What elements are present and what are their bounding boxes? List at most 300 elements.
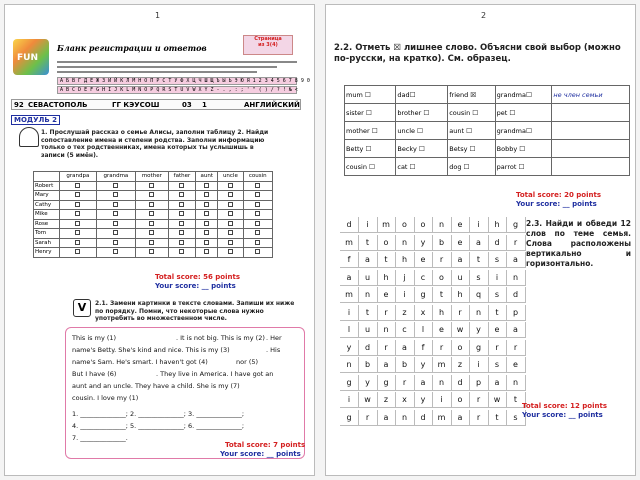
checkbox[interactable] — [149, 183, 154, 188]
word-search-letter[interactable]: e — [433, 322, 452, 338]
task1-checkbox-cell[interactable] — [136, 238, 169, 248]
word-search-letter[interactable]: r — [451, 305, 470, 321]
task23-your-score: Your score: __ points — [522, 411, 603, 419]
word-search-letter[interactable]: i — [433, 392, 452, 408]
checkbox[interactable] — [179, 221, 184, 226]
word-search-letter[interactable]: d — [451, 375, 470, 391]
word-search-letter[interactable]: w — [451, 322, 470, 338]
task1-checkbox-cell[interactable] — [243, 219, 272, 229]
word-search-letter[interactable]: a — [377, 410, 396, 426]
word-search-letter[interactable]: o — [414, 217, 433, 233]
task1-checkbox-cell[interactable] — [168, 200, 196, 210]
word-search-letter[interactable]: n — [507, 270, 526, 286]
task1-checkbox-cell[interactable] — [136, 248, 169, 258]
alphabet-sample-row — [57, 77, 310, 85]
word-search-letter[interactable]: j — [396, 270, 415, 286]
word-search-letter[interactable]: s — [507, 410, 526, 426]
task1-row — [34, 219, 273, 229]
task22-cell[interactable]: Becky ☐ — [396, 140, 448, 158]
checkbox[interactable] — [228, 183, 233, 188]
word-search-letter[interactable]: q — [470, 287, 489, 303]
task22-cell[interactable]: Bobby ☐ — [495, 140, 552, 158]
word-search-letter[interactable]: a — [451, 410, 470, 426]
task1-checkbox-cell[interactable] — [243, 191, 272, 201]
task1-checkbox-cell[interactable] — [60, 238, 97, 248]
word-search-letter[interactable]: t — [470, 252, 489, 268]
task21-line: aunt and an uncle. They have a child. She is my (7) — [72, 382, 240, 390]
word-search-letter[interactable]: e — [414, 252, 433, 268]
word-search-letter[interactable]: i — [340, 305, 359, 321]
task1-checkbox-cell[interactable] — [136, 181, 169, 191]
task1-checkbox-cell[interactable] — [96, 181, 135, 191]
checkbox[interactable] — [255, 249, 260, 254]
word-search-letter[interactable]: i — [340, 392, 359, 408]
word-search-letter[interactable]: s — [488, 252, 507, 268]
word-search-letter[interactable]: h — [433, 305, 452, 321]
task22-cell[interactable]: Betsy ☐ — [448, 140, 495, 158]
word-search-letter[interactable]: d — [414, 410, 433, 426]
word-search-letter[interactable]: u — [359, 322, 378, 338]
word-search-letter[interactable]: x — [414, 305, 433, 321]
task1-checkbox-cell[interactable] — [96, 219, 135, 229]
checkbox[interactable] — [255, 221, 260, 226]
checkbox[interactable] — [255, 240, 260, 245]
task21-line: nor (5) — [236, 358, 259, 366]
word-search-letter[interactable]: g — [377, 375, 396, 391]
task22-row — [345, 122, 630, 140]
task22-cell[interactable]: grandma☐ — [495, 122, 552, 140]
word-search-letter[interactable]: w — [488, 392, 507, 408]
task1-checkbox-cell[interactable] — [196, 229, 218, 239]
word-search-letter[interactable]: n — [433, 217, 452, 233]
word-search-letter[interactable]: h — [396, 252, 415, 268]
word-search-letter[interactable]: n — [359, 287, 378, 303]
word-search-letter[interactable]: i — [488, 270, 507, 286]
word-search-letter[interactable]: i — [396, 287, 415, 303]
task1-corner-cell — [34, 172, 60, 182]
word-search-letter[interactable]: o — [396, 217, 415, 233]
word-search-letter[interactable]: d — [507, 287, 526, 303]
task22-cell[interactable]: mother ☐ — [345, 122, 396, 140]
checkbox[interactable] — [179, 230, 184, 235]
checkbox[interactable] — [149, 202, 154, 207]
checkbox[interactable] — [204, 202, 209, 207]
checkbox[interactable] — [75, 183, 80, 188]
word-search-letter[interactable]: i — [470, 217, 489, 233]
word-search-letter[interactable]: s — [470, 270, 489, 286]
task22-cell[interactable]: uncle ☐ — [396, 122, 448, 140]
task22-cell[interactable]: mum ☐ — [345, 86, 396, 104]
word-search-letter[interactable]: f — [414, 340, 433, 356]
word-search-letter[interactable]: t — [433, 287, 452, 303]
word-search-letter[interactable]: y — [359, 375, 378, 391]
checkbox[interactable] — [149, 192, 154, 197]
word-search-letter[interactable]: r — [359, 410, 378, 426]
task1-checkbox-cell[interactable] — [60, 210, 97, 220]
checkbox[interactable] — [179, 192, 184, 197]
region-code: 92 — [14, 101, 24, 109]
word-search-letter[interactable]: y — [414, 235, 433, 251]
task22-cell[interactable]: cousin ☐ — [345, 158, 396, 176]
task1-checkbox-cell[interactable] — [60, 248, 97, 258]
word-search-letter[interactable]: i — [470, 357, 489, 373]
task1-total-score: Total score: 56 points — [155, 273, 241, 281]
checkbox[interactable] — [228, 211, 233, 216]
checkbox[interactable] — [179, 240, 184, 245]
task22-cell[interactable] — [552, 158, 630, 176]
checkbox[interactable] — [204, 249, 209, 254]
checkbox[interactable] — [228, 240, 233, 245]
word-search-letter[interactable]: n — [507, 375, 526, 391]
word-search-letter[interactable]: o — [433, 270, 452, 286]
task1-checkbox-cell[interactable] — [196, 210, 218, 220]
task23-total-score: Total score: 12 points — [522, 402, 608, 410]
task22-cell[interactable] — [552, 122, 630, 140]
task1-checkbox-cell[interactable] — [168, 181, 196, 191]
word-search-letter[interactable]: d — [359, 340, 378, 356]
word-search-letter[interactable]: g — [340, 410, 359, 426]
task1-checkbox-cell[interactable] — [243, 238, 272, 248]
checkbox[interactable] — [204, 192, 209, 197]
task1-checkbox-cell[interactable] — [136, 219, 169, 229]
word-search-letter[interactable]: m — [340, 287, 359, 303]
word-search-letter[interactable]: m — [433, 357, 452, 373]
task22-cell[interactable]: pet ☐ — [495, 104, 552, 122]
word-search-letter[interactable]: m — [377, 217, 396, 233]
checkbox[interactable] — [113, 192, 118, 197]
word-search-letter[interactable]: o — [451, 340, 470, 356]
task1-col-header: cousin — [243, 172, 272, 182]
checkbox[interactable] — [149, 211, 154, 216]
task1-checkbox-cell[interactable] — [96, 248, 135, 258]
word-search-letter[interactable]: n — [377, 322, 396, 338]
word-search-letter[interactable]: a — [340, 270, 359, 286]
task1-checkbox-cell[interactable] — [243, 210, 272, 220]
task22-cell[interactable]: dad☐ — [396, 86, 448, 104]
word-search-letter[interactable]: x — [396, 392, 415, 408]
variant-field: 1 — [202, 101, 207, 109]
word-search-letter[interactable]: n — [396, 410, 415, 426]
checkbox[interactable] — [255, 230, 260, 235]
checkbox[interactable] — [75, 240, 80, 245]
word-search-letter[interactable]: z — [377, 392, 396, 408]
task1-checkbox-cell[interactable] — [243, 229, 272, 239]
checkbox[interactable] — [179, 183, 184, 188]
checkbox[interactable] — [228, 221, 233, 226]
word-search-letter[interactable]: t — [377, 252, 396, 268]
word-search-letter[interactable]: r — [488, 340, 507, 356]
word-search-letter[interactable]: d — [340, 217, 359, 233]
word-search-letter[interactable]: n — [340, 357, 359, 373]
word-search-letter[interactable]: z — [451, 357, 470, 373]
task1-row — [34, 238, 273, 248]
task1-checkbox-cell[interactable] — [96, 238, 135, 248]
checkbox[interactable] — [113, 230, 118, 235]
word-search-letter[interactable]: y — [340, 340, 359, 356]
task1-col-header: uncle — [218, 172, 243, 182]
word-search-letter[interactable]: r — [377, 305, 396, 321]
task1-checkbox-cell[interactable] — [96, 229, 135, 239]
task22-cell[interactable]: не член семьи — [552, 86, 630, 104]
word-search-letter[interactable]: e — [451, 235, 470, 251]
task1-row-name: Cathy — [34, 200, 60, 210]
word-search-letter[interactable]: o — [451, 392, 470, 408]
alphabet-text: А Б В Г Д Е Ж З И Й К Л М Н О П Р С Т У Ф Х Ц Ч Ш Щ Ъ Ы Ь Э Ю Я 1 2 3 4 5 6 7 8 9 0 — [60, 78, 310, 84]
checkbox[interactable] — [113, 183, 118, 188]
task1-checkbox-cell[interactable] — [60, 191, 97, 201]
word-search-letter[interactable]: t — [507, 392, 526, 408]
module-label: МОДУЛЬ 2 — [11, 115, 60, 125]
checkbox[interactable] — [113, 211, 118, 216]
task1-checkbox-cell[interactable] — [60, 229, 97, 239]
task1-checkbox-cell[interactable] — [243, 248, 272, 258]
task1-checkbox-cell[interactable] — [96, 191, 135, 201]
word-search-letter[interactable]: t — [488, 410, 507, 426]
checkbox[interactable] — [113, 249, 118, 254]
word-search-letter[interactable]: z — [396, 305, 415, 321]
word-search-letter[interactable]: r — [507, 235, 526, 251]
checkbox[interactable] — [179, 249, 184, 254]
task1-checkbox-cell[interactable] — [196, 248, 218, 258]
task1-checkbox-cell[interactable] — [96, 210, 135, 220]
task21-line: This is my (1) — [72, 334, 117, 342]
word-search-letter[interactable]: b — [396, 357, 415, 373]
checkbox[interactable] — [75, 192, 80, 197]
word-search-letter[interactable]: s — [488, 357, 507, 373]
task21-total-score: Total score: 7 points — [225, 441, 306, 449]
task22-cell[interactable]: cat ☐ — [396, 158, 448, 176]
task1-instruction: 1. Прослушай рассказ о семье Алисы, заполни таблицу 2. Найди сопоставление имена и степени родства. Заполни информацию только о тех родственниках, имена которых ты услышишь в записи (5 имён). — [41, 129, 269, 159]
checkbox[interactable] — [149, 221, 154, 226]
task1-row — [34, 229, 273, 239]
task1-checkbox-cell[interactable] — [218, 238, 243, 248]
task21-instruction: 2.1. Замени картинки в тексте словами. Запиши их ниже по порядку. Помни, что некоторые слова нужно употребить во множественном числе. — [95, 300, 295, 322]
checkbox[interactable] — [204, 183, 209, 188]
word-search-letter[interactable]: n — [433, 375, 452, 391]
word-search-letter[interactable]: t — [488, 305, 507, 321]
task21-answer-line[interactable]: 1. ______________; 2. ______________; 3. ______________; — [72, 410, 245, 418]
task1-checkbox-cell[interactable] — [60, 181, 97, 191]
word-search-letter[interactable]: a — [451, 252, 470, 268]
task22-cell[interactable]: parrot ☐ — [495, 158, 552, 176]
task1-checkbox-cell[interactable] — [243, 200, 272, 210]
left-page — [4, 4, 315, 476]
task1-checkbox-cell[interactable] — [60, 200, 97, 210]
checkbox[interactable] — [228, 230, 233, 235]
task22-cell[interactable]: aunt ☐ — [448, 122, 495, 140]
task1-checkbox-cell[interactable] — [196, 200, 218, 210]
task22-total-score: Total score: 20 points — [516, 191, 602, 199]
checkbox[interactable] — [75, 221, 80, 226]
task1-checkbox-cell[interactable] — [218, 210, 243, 220]
word-search-letter[interactable]: r — [507, 340, 526, 356]
word-search-letter[interactable]: m — [340, 235, 359, 251]
task1-checkbox-cell[interactable] — [168, 248, 196, 258]
task22-cell[interactable]: Betty ☐ — [345, 140, 396, 158]
word-search-letter[interactable]: g — [507, 217, 526, 233]
word-search-letter[interactable]: a — [507, 322, 526, 338]
task1-checkbox-cell[interactable] — [96, 200, 135, 210]
task22-cell[interactable]: grandma☐ — [495, 86, 552, 104]
task1-checkbox-cell[interactable] — [218, 219, 243, 229]
checkbox[interactable] — [113, 221, 118, 226]
word-search-letter[interactable]: g — [470, 340, 489, 356]
word-search-letter[interactable]: b — [359, 357, 378, 373]
checkbox[interactable] — [75, 202, 80, 207]
task1-checkbox-cell[interactable] — [136, 229, 169, 239]
word-search-letter[interactable]: i — [359, 217, 378, 233]
checkbox[interactable] — [255, 192, 260, 197]
checkbox[interactable] — [228, 202, 233, 207]
task1-col-header: aunt — [196, 172, 218, 182]
task1-checkbox-cell[interactable] — [218, 181, 243, 191]
task1-checkbox-cell[interactable] — [218, 229, 243, 239]
checkbox[interactable] — [228, 249, 233, 254]
task1-row-name: Henry — [34, 248, 60, 258]
registration-fields-row — [11, 99, 301, 110]
task1-checkbox-cell[interactable] — [136, 200, 169, 210]
word-search-letter[interactable]: e — [451, 217, 470, 233]
task1-col-header: father — [168, 172, 196, 182]
task1-checkbox-cell[interactable] — [168, 229, 196, 239]
task22-cell[interactable]: cousin ☐ — [448, 104, 495, 122]
task21-answer-line[interactable]: 4. ______________; 5. ______________; 6. ______________; — [72, 422, 245, 430]
word-search-letter[interactable]: p — [507, 305, 526, 321]
checkbox[interactable] — [113, 240, 118, 245]
word-search-letter[interactable]: s — [488, 287, 507, 303]
word-search-letter[interactable]: n — [470, 305, 489, 321]
task1-checkbox-cell[interactable] — [218, 200, 243, 210]
checkbox[interactable] — [204, 240, 209, 245]
word-search-letter[interactable]: g — [414, 287, 433, 303]
checkbox[interactable] — [255, 211, 260, 216]
word-search-letter[interactable]: a — [359, 252, 378, 268]
word-search-letter[interactable]: h — [488, 217, 507, 233]
word-search-letter[interactable]: a — [414, 375, 433, 391]
task22-cell[interactable]: brother ☐ — [396, 104, 448, 122]
task22-cell[interactable]: friend ☒ — [448, 86, 495, 104]
task1-checkbox-cell[interactable] — [168, 191, 196, 201]
word-search-letter[interactable]: p — [470, 375, 489, 391]
checkbox[interactable] — [255, 183, 260, 188]
page-number-right: 2 — [481, 11, 487, 20]
headphones-icon — [19, 127, 39, 147]
alphabet-text-2: A B C D E F G H I J K L M N O P Q R S T U V W X Y Z - . , : ; ' " ( ) / ? ! № < — [60, 87, 298, 93]
word-search-letter[interactable]: b — [433, 235, 452, 251]
word-search-letter[interactable]: h — [377, 270, 396, 286]
task1-checkbox-cell[interactable] — [218, 248, 243, 258]
word-search-letter[interactable]: a — [470, 235, 489, 251]
task1-checkbox-cell[interactable] — [218, 191, 243, 201]
word-search-letter[interactable]: a — [377, 357, 396, 373]
word-search-letter[interactable]: n — [396, 235, 415, 251]
checkbox[interactable] — [204, 221, 209, 226]
word-search-letter[interactable]: e — [377, 287, 396, 303]
checkbox[interactable] — [179, 211, 184, 216]
checkbox[interactable] — [113, 202, 118, 207]
word-search-letter[interactable]: f — [340, 252, 359, 268]
word-search-letter[interactable]: r — [396, 375, 415, 391]
task1-checkbox-cell[interactable] — [168, 219, 196, 229]
word-search-letter[interactable]: c — [414, 270, 433, 286]
checkbox[interactable] — [255, 202, 260, 207]
checkbox[interactable] — [228, 192, 233, 197]
task1-checkbox-cell[interactable] — [243, 181, 272, 191]
task1-table — [33, 171, 273, 258]
word-search-letter[interactable]: y — [470, 322, 489, 338]
task22-cell[interactable]: sister ☐ — [345, 104, 396, 122]
task1-checkbox-cell[interactable] — [136, 210, 169, 220]
task1-checkbox-cell[interactable] — [60, 219, 97, 229]
task1-checkbox-cell[interactable] — [196, 219, 218, 229]
word-search-letter[interactable]: l — [414, 322, 433, 338]
word-search-letter[interactable]: t — [359, 235, 378, 251]
checkbox[interactable] — [149, 249, 154, 254]
badge-line1: Страница — [254, 36, 282, 42]
checkbox[interactable] — [179, 202, 184, 207]
word-search-letter[interactable]: w — [359, 392, 378, 408]
word-search-letter[interactable]: l — [340, 322, 359, 338]
task1-checkbox-cell[interactable] — [196, 238, 218, 248]
task1-row — [34, 200, 273, 210]
word-search-letter[interactable]: h — [451, 287, 470, 303]
word-search-letter[interactable]: u — [359, 270, 378, 286]
word-search-letter[interactable]: u — [451, 270, 470, 286]
checkbox[interactable] — [149, 240, 154, 245]
task22-cell[interactable] — [552, 104, 630, 122]
word-search-letter[interactable]: a — [507, 252, 526, 268]
word-search-letter[interactable]: r — [433, 340, 452, 356]
checkbox[interactable] — [75, 230, 80, 235]
word-search-letter[interactable]: o — [377, 235, 396, 251]
word-search-letter[interactable]: d — [488, 235, 507, 251]
checkbox[interactable] — [149, 230, 154, 235]
task1-checkbox-cell[interactable] — [136, 191, 169, 201]
word-search-letter[interactable]: y — [414, 392, 433, 408]
task1-checkbox-cell[interactable] — [196, 191, 218, 201]
task22-table — [344, 85, 630, 176]
checkbox[interactable] — [75, 249, 80, 254]
task22-instruction: 2.2. Отметь ☒ лишнее слово. Объясни свой выбор (можно по-русски, на кратко). См. образец. — [334, 43, 621, 64]
word-search-letter[interactable]: r — [470, 410, 489, 426]
task1-checkbox-cell[interactable] — [196, 181, 218, 191]
word-search-letter[interactable]: t — [359, 305, 378, 321]
word-search-letter[interactable]: y — [414, 357, 433, 373]
word-search-letter[interactable]: m — [433, 410, 452, 426]
word-search-letter[interactable]: e — [488, 322, 507, 338]
word-search-letter[interactable]: g — [340, 375, 359, 391]
word-search-letter[interactable]: a — [488, 375, 507, 391]
checkbox[interactable] — [75, 211, 80, 216]
task1-row-name: Tom — [34, 229, 60, 239]
task22-cell[interactable] — [552, 140, 630, 158]
word-search-letter[interactable]: e — [507, 357, 526, 373]
subject-field: АНГЛИЙСКИЙ — [244, 101, 300, 109]
word-search-letter[interactable]: c — [396, 322, 415, 338]
checkbox[interactable] — [204, 230, 209, 235]
checkbox[interactable] — [204, 211, 209, 216]
word-search-letter[interactable]: a — [396, 340, 415, 356]
task1-checkbox-cell[interactable] — [168, 210, 196, 220]
task22-cell[interactable]: dog ☐ — [448, 158, 495, 176]
task1-row-name: Rose — [34, 219, 60, 229]
word-search-letter[interactable]: r — [470, 392, 489, 408]
task1-checkbox-cell[interactable] — [168, 238, 196, 248]
word-search-letter[interactable]: r — [433, 252, 452, 268]
word-search-letter[interactable]: r — [377, 340, 396, 356]
task1-row — [34, 191, 273, 201]
task21-answer-line[interactable]: 7. ______________. — [72, 434, 128, 442]
